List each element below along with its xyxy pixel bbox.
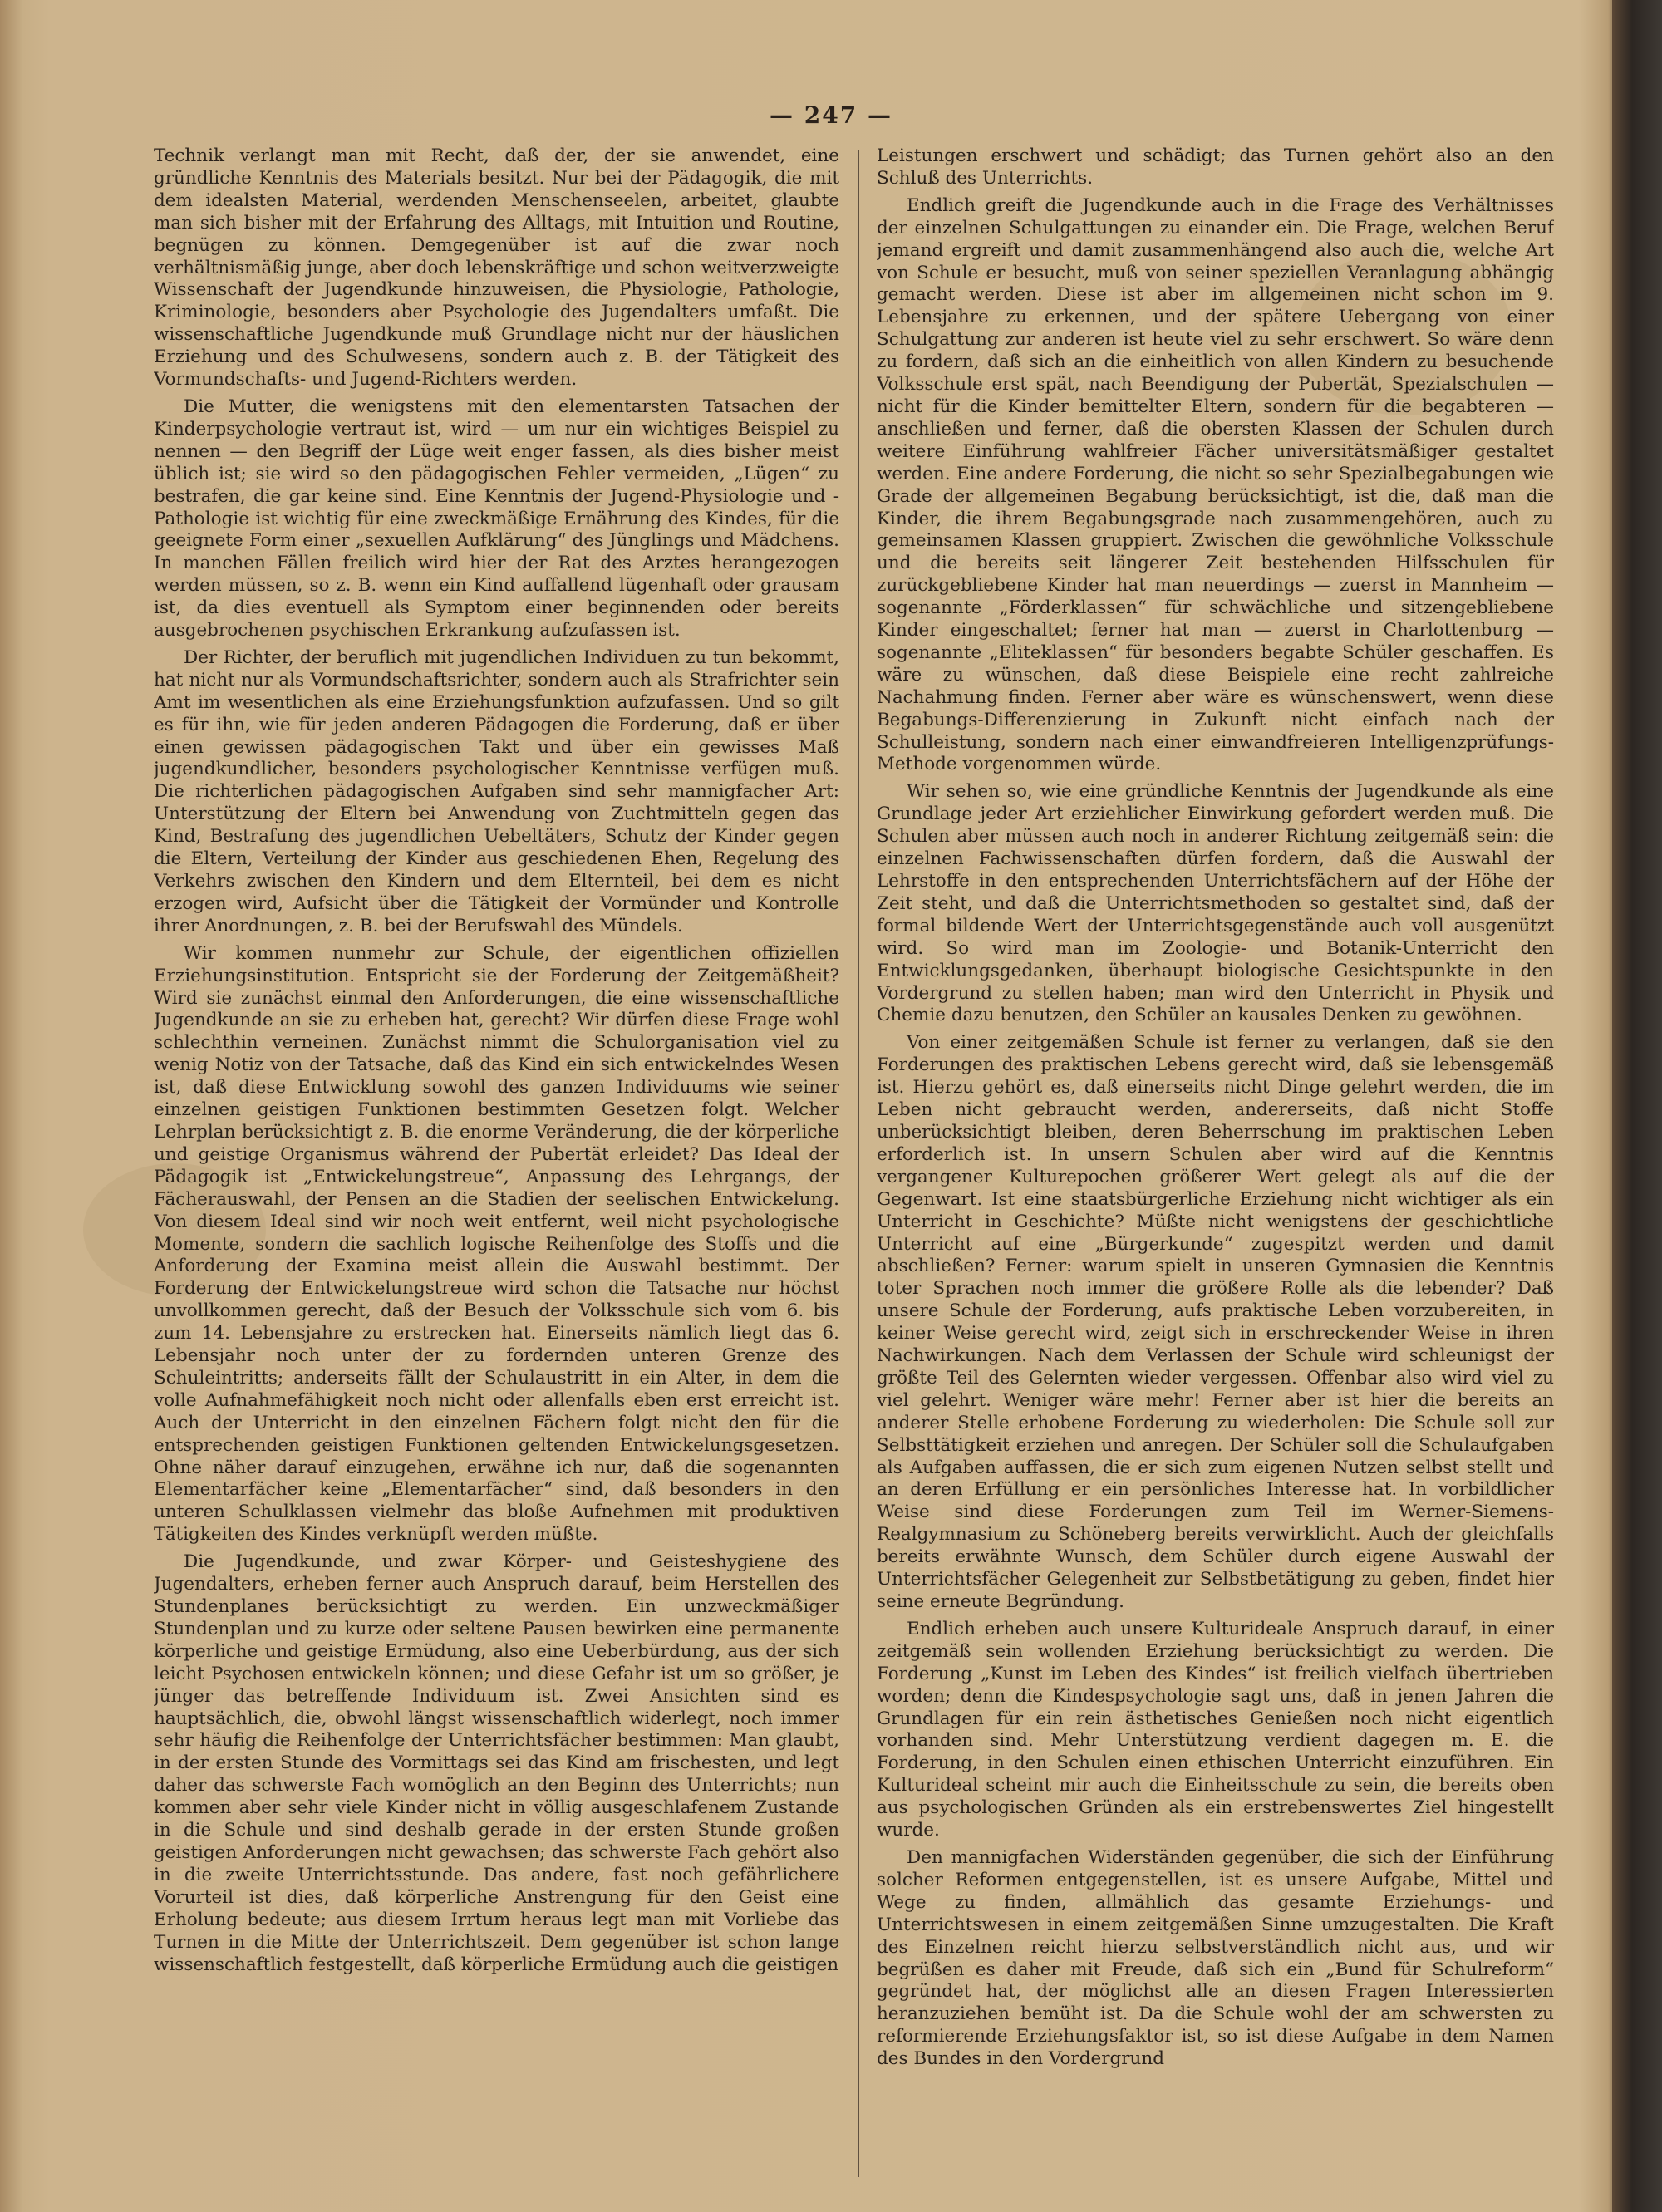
left-column <box>154 145 839 2190</box>
page-number: — 247 — <box>770 101 892 129</box>
paragraph: Von einer zeitgemäßen Schule ist ferner zu verlangen, daß sie den Forderungen des praktischen Lebens gerecht wird, daß sie lebensgemäß ist. Hierzu gehört es, daß einerseits nicht Dinge gelehrt werden, die im Leben nicht gebraucht werden, andererseits, daß nicht Stoffe unberücksichtigt bleiben, deren Beherrschung im praktischen Leben erforderlich ist. In unsern Schulen aber wird auf die Kenntnis vergangener Kulturepochen größerer Wert gelegt als auf die der Gegenwart. Ist eine staatsbürgerliche Erziehung nicht wichtiger als ein Unterricht in Geschichte? Müßte nicht wenigstens der geschichtliche Unterricht auf eine „Bürgerkunde“ zugespitzt werden und damit abschließen? Ferner: warum spielt in unseren Gymnasien die Kenntnis toter Sprachen noch immer die größere Rolle als die lebender? Daß unsere Schule der Forderung, aufs praktische Leben vorzubereiten, in keiner Weise gerecht wird, zeigt sich in erschreckender Weise in ihren Nachwirkungen. Nach dem Verlassen der Schule wird schleunigst der größte Teil des Gelernten wieder vergessen. Offenbar also wird viel zu viel gelehrt. Weniger wäre mehr! Ferner aber ist hier die bereits an anderer Stelle erhobene Forderung zu wiederholen: Die Schule soll zur Selbsttätigkeit erziehen und anregen. Der Schüler soll die Schulaufgaben als Aufgaben auffassen, die er sich zum eigenen Nutzen selbst stellt und an deren Erfüllung er ein persönliches Interesse hat. In vorbildlicher Weise sind diese Forderungen zum Teil im Werner-Siemens-Realgymnasium zu Schöneberg bereits verwirklicht. Auch der gleichfalls bereits erwähnte Wunsch, dem Schüler durch eigene Auswahl der Unterrichtsfächer Gelegenheit zur Selbstbetätigung zu geben, findet hier seine erneute Begründung. <box>877 1032 1554 1612</box>
paragraph: Die Jugendkunde, und zwar Körper- und Geisteshygiene des Jugendalters, erheben ferner auch Anspruch darauf, beim Herstellen des Stundenplanes berücksichtigt zu werden. Ein unzweckmäßiger Stundenplan und zu kurze oder seltene Pausen bewirken eine permanente körperliche und geistige Ermüdung, also eine Ueberbürdung, aus der sich leicht Psychosen entwickeln können; und diese Gefahr ist um so größer, je jünger das betreffende Individuum ist. Zwei Ansichten sind es hauptsächlich, die, obwohl längst wissenschaftlich widerlegt, noch immer sehr häufig die Reihenfolge der Unterrichtsfächer bestimmen: Man glaubt, in der ersten Stunde des Vormittags sei das Kind am frischesten, und legt daher das schwerste Fach womöglich an den Beginn des Unterrichts; nun kommen aber sehr viele Kinder nicht in völlig ausgeschlafenem Zustande in die Schule und sind deshalb gerade in der ersten Stunde großen geistigen Anforderungen nicht gewachsen; das schwerste Fach gehört also in die zweite Unterrichtsstunde. Das andere, fast noch gefährlichere Vorurteil ist dies, daß körperliche Anstrengung für den Geist eine Erholung bedeute; aus diesem Irrtum heraus legt man mit Vorliebe das Turnen in die Mitte der Unterrichtszeit. Dem gegenüber ist schon lange wissenschaftlich festgestellt, daß körperliche Ermüdung auch die geistigen <box>154 1551 839 1975</box>
paragraph: Die Mutter, die wenigstens mit den elementarsten Tatsachen der Kinderpsychologie vertraut ist, wird — um nur ein wichtiges Beispiel zu nennen — den Begriff der Lüge weit enger fassen, als dies bisher meist üblich ist; sie wird so den pädagogischen Fehler vermeiden, „Lügen“ zu bestrafen, die gar keine sind. Eine Kenntnis der Jugend-Physiologie und -Pathologie ist wichtig für eine zweckmäßige Ernährung des Kindes, für die geeignete Form einer „sexuellen Aufklärung“ des Jünglings und Mädchens. In manchen Fällen freilich wird hier der Rat des Arztes herangezogen werden müssen, so z. B. wenn ein Kind auffallend lügenhaft oder grausam ist, da dies eventuell als Symptom einer beginnenden oder bereits ausgebrochenen psychischen Erkrankung aufzufassen ist. <box>154 396 839 641</box>
right-column <box>877 145 1554 2190</box>
paragraph: Leistungen erschwert und schädigt; das Turnen gehört also an den Schluß des Unterrichts. <box>877 145 1554 189</box>
paragraph: Wir sehen so, wie eine gründliche Kenntnis der Jugendkunde als eine Grundlage jeder Art erziehlicher Einwirkung gefordert werden muß. Die Schulen aber müssen auch noch in anderer Richtung zeitgemäß sein: die einzelnen Fachwissenschaften dürfen fordern, daß die Auswahl der Lehrstoffe in den entsprechenden Unterrichtsfächern auf der Höhe der Zeit steht, und daß die Unterrichtsmethoden so gestaltet sind, daß der formal bildende Wert der Unterrichtsgegenstände auch voll ausgenützt wird. So wird man im Zoologie- und Botanik-Unterricht den Entwicklungsgedanken, überhaupt biologische Gesichtspunkte in den Vordergrund zu stellen haben; man wird den Unterricht in Physik und Chemie dazu benutzen, den Schüler an kausales Denken zu gewöhnen. <box>877 781 1554 1026</box>
paragraph: Endlich erheben auch unsere Kulturideale Anspruch darauf, in einer zeitgemäß sein wollenden Erziehung berücksichtigt zu werden. Die Forderung „Kunst im Leben des Kindes“ ist freilich vielfach übertrieben worden; denn die Kindespsychologie sagt uns, daß in jenen Jahren die Grundlagen für ein rein ästhetisches Genießen noch nicht eigentlich vorhanden sind. Mehr Unterstützung verdient dagegen m. E. die Forderung, in den Schulen einen ethischen Unterricht einzuführen. Ein Kulturideal scheint mir auch die Einheitsschule zu sein, die bereits oben aus psychologischen Gründen als ein erstrebenswertes Ziel hingestellt wurde. <box>877 1618 1554 1841</box>
paragraph: Den mannigfachen Widerständen gegenüber, die sich der Einführung solcher Reformen entgegenstellen, ist es unsere Aufgabe, Mittel und Wege zu finden, allmählich das gesamte Erziehungs- und Unterrichtswesen in einem zeitgemäßen Sinne umzugestalten. Die Kraft des Einzelnen reicht hierzu selbstverständlich nicht aus, und wir begrüßen es daher mit Freude, daß sich ein „Bund für Schulreform“ gegründet hat, der möglichst alle an diesen Fragen Interessierten heranzuziehen bemüht ist. Da die Schule wohl der am schwersten zu reformierende Erziehungsfaktor ist, so ist diese Aufgabe in dem Namen des Bundes in den Vordergrund <box>877 1846 1554 2070</box>
column-divider <box>858 150 859 2177</box>
paragraph: Technik verlangt man mit Recht, daß der, der sie anwendet, eine gründliche Kenntnis des Materials besitzt. Nur bei der Pädagogik, die mit dem idealsten Material, werdenden Menschenseelen, arbeitet, glaubte man sich bisher mit der Erfahrung des Alltags, mit Intuition und Routine, begnügen zu können. Demgegenüber ist auf die zwar noch verhältnismäßig junge, aber doch lebenskräftige und schon weitverzweigte Wissenschaft der Jugendkunde hinzuweisen, die Physiologie, Pathologie, Kriminologie, besonders aber Psychologie des Jugendalters umfaßt. Die wissenschaftliche Jugendkunde muß Grundlage nicht nur der häuslichen Erziehung und des Schulwesens, sondern auch z. B. der Tätigkeit des Vormundschafts- und Jugend-Richters werden. <box>154 145 839 391</box>
paragraph: Endlich greift die Jugendkunde auch in die Frage des Verhältnisses der einzelnen Schulgattungen zu einander ein. Die Frage, welchen Beruf jemand ergreift und damit zusammenhängend also auch die, welche Art von Schule er besucht, muß von seiner speziellen Veranlagung abhängig gemacht werden. Diese ist aber im allgemeinen nicht schon im 9. Lebensjahre zu erkennen, und der spätere Uebergang von einer Schulgattung zur anderen ist heute viel zu sehr erschwert. So wäre denn zu fordern, daß sich an die einheitlich von allen Kindern zu besuchende Volksschule erst spät, nach Beendigung der Pubertät, Spezialschulen — nicht für die Kinder bemittelter Eltern, sondern für die begabteren — anschließen und ferner, daß die obersten Klassen der Schulen durch weitere Einführung wahlfreier Fächer universitätsmäßiger gestaltet werden. Eine andere Forderung, die nicht so sehr Spezialbegabungen wie Grade der allgemeinen Begabung berücksichtigt, ist die, daß man die Kinder, die ihrem Begabungsgrade nach zusammengehören, auch zu gemeinsamen Klassen gruppiert. Zwischen die gewöhnliche Volksschule und die bereits seit längerer Zeit bestehenden Hilfsschulen für zurückgebliebene Kinder hat man neuerdings — zuerst in Mannheim — sogenannte „Förderklassen“ für schwächliche und sitzengebliebene Kinder eingeschaltet; ferner hat man — zuerst in Charlottenburg — sogenannte „Eliteklassen“ für besonders begabte Schüler geschaffen. Es wäre zu wünschen, daß diese Beispiele eine recht zahlreiche Nachahmung finden. Ferner aber wäre es wünschenswert, wenn diese Begabungs-Differenzierung in Zukunft nicht einfach nach der Schulleistung, sondern nach einer einwandfreieren Intelligenzprüfungs-Methode vorgenommen würde. <box>877 194 1554 775</box>
book-binding-edge <box>1612 0 1662 2212</box>
book-page <box>50 0 1612 2212</box>
paragraph: Wir kommen nunmehr zur Schule, der eigentlichen offiziellen Erziehungsinstitution. Entspricht sie der Forderung der Zeitgemäßheit? Wird sie zunächst einmal den Anforderungen, die eine wissenschaftliche Jugendkunde an sie zu erheben hat, gerecht? Wir dürfen diese Frage wohl schlechthin verneinen. Zunächst nimmt die Schulorganisation viel zu wenig Notiz von der Tatsache, daß das Kind ein sich entwickelndes Wesen ist, daß diese Entwicklung sowohl des ganzen Individuums wie seiner einzelnen geistigen Funktionen bestimmten Gesetzen folgt. Welcher Lehrplan berücksichtigt z. B. die enorme Veränderung, die der körperliche und geistige Organismus während der Pubertät erleidet? Das Ideal der Pädagogik ist „Entwickelungstreue“, Anpassung des Lehrgangs, der Fächerauswahl, der Pensen an die Stadien der seelischen Entwickelung. Von diesem Ideal sind wir noch weit entfernt, weil nicht psychologische Momente, sondern die sachlich logische Reihenfolge des Stoffs und die Anforderung der Examina meist allein die Auswahl bestimmt. Der Forderung der Entwickelungstreue wird schon die Tatsache nur höchst unvollkommen gerecht, daß der Besuch der Volksschule sich vom 6. bis zum 14. Lebensjahre zu erstrecken hat. Einerseits nämlich liegt das 6. Lebensjahr noch unter der zu fordernden unteren Grenze des Schuleintritts; anderseits fällt der Schulaustritt in ein Alter, in dem die volle Aufnahmefähigkeit noch nicht oder allenfalls eben erst erreicht ist. Auch der Unterricht in den einzelnen Fächern folgt nicht den für die entsprechenden geistigen Funktionen geltenden Entwickelungsgesetzen. Ohne näher darauf einzugehen, erwähne ich nur, daß die sogenannten Elementarfächer keine „Elementarfächer“ sind, daß besonders in den unteren Schulklassen vielmehr das bloße Aufnehmen mit produktiven Tätigkeiten des Kindes verknüpft werden müßte. <box>154 942 839 1546</box>
paragraph: Der Richter, der beruflich mit jugendlichen Individuen zu tun bekommt, hat nicht nur als Vormundschaftsrichter, sondern auch als Strafrichter sein Amt im wesentlichen als eine Erziehungsfunktion aufzufassen. Und so gilt es für ihn, wie für jeden anderen Pädagogen die Forderung, daß er über einen gewissen pädagogischen Takt und über ein gewisses Maß jugendkundlicher, besonders psychologischer Kenntnisse verfügen muß. Die richterlichen pädagogischen Aufgaben sind sehr mannigfacher Art: Unterstützung der Eltern bei Anwendung von Zuchtmitteln gegen das Kind, Bestrafung des jugendlichen Uebeltäters, Schutz der Kinder gegen die Eltern, Verteilung der Kinder aus geschiedenen Ehen, Regelung des Verkehrs zwischen den Kindern und dem Elternteil, bei dem es nicht erzogen wird, Aufsicht über die Tätigkeit der Vormünder und Kontrolle ihrer Anordnungen, z. B. bei der Berufswahl des Mündels. <box>154 646 839 936</box>
